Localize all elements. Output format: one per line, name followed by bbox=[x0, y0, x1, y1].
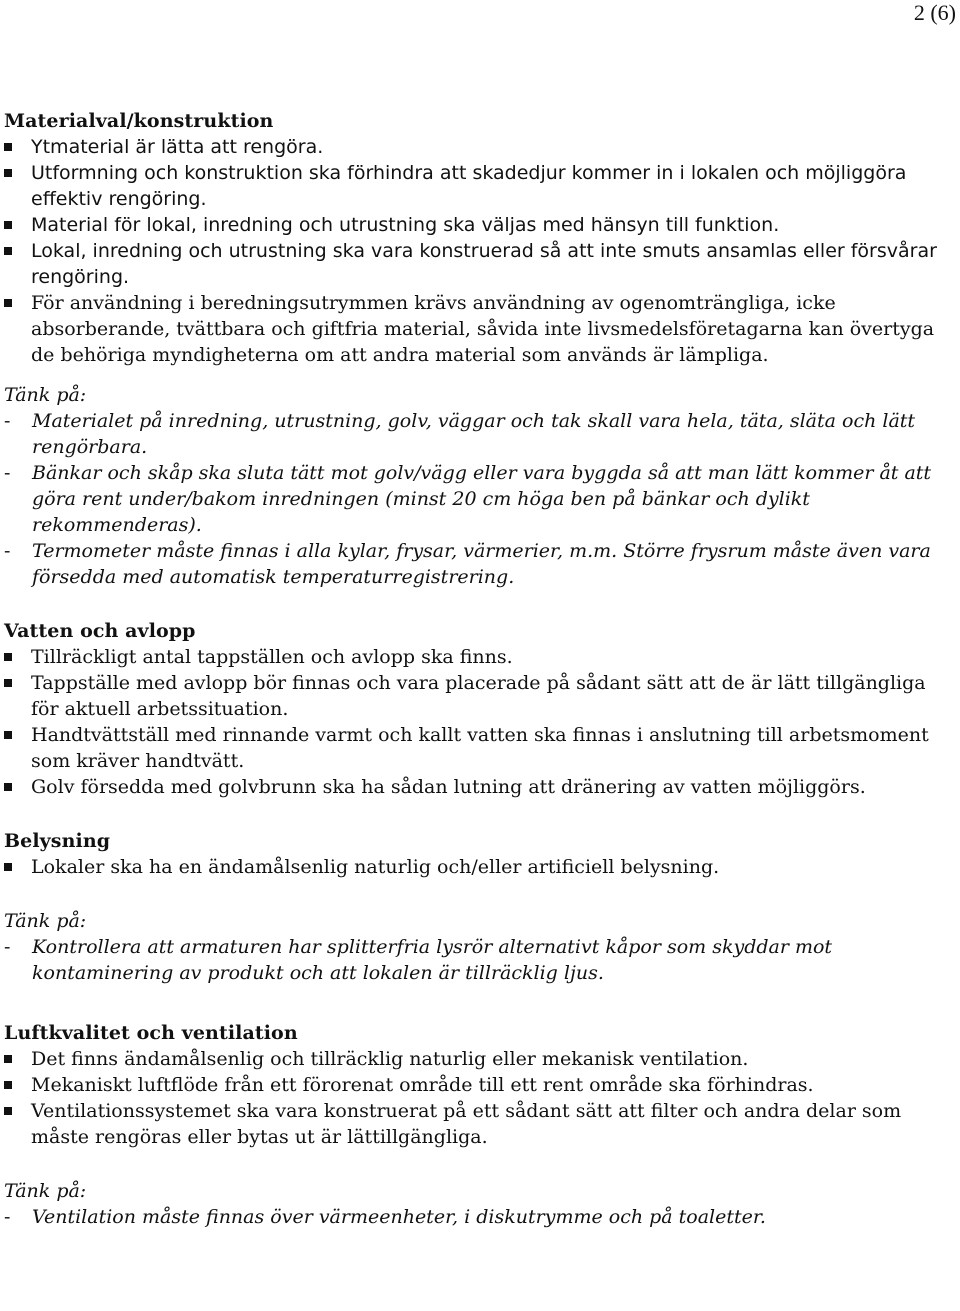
list-item: Lokal, inredning och utrustning ska vara konstruerad så att inte smuts ansamlas eller försvårar rengöring. bbox=[4, 238, 954, 290]
list-item: - Bänkar och skåp ska sluta tätt mot golv/vägg eller vara byggda så att man lätt kommer åt att göra rent under/bakom inredningen (minst 20 cm höga ben på bänkar och dylikt rekommenderas). bbox=[4, 460, 954, 538]
list-item: Ytmaterial är lätta att rengöra. bbox=[4, 134, 954, 160]
page-number: 2 (6) bbox=[913, 0, 956, 25]
list-item: - Kontrollera att armaturen har splitterfria lysrör alternativt kåpor som skyddar mot kontaminering av produkt och att lokalen är tillräcklig ljus. bbox=[4, 934, 954, 986]
think-about-label: Tänk på: bbox=[4, 1180, 87, 1202]
vatten-bullet-list bbox=[4, 644, 954, 800]
document-body bbox=[4, 108, 954, 1230]
belysning-think-list bbox=[4, 934, 954, 986]
material-bullet-list bbox=[4, 134, 954, 368]
list-item: Handtvättställ med rinnande varmt och kallt vatten ska finnas i anslutning till arbetsmoment som kräver handtvätt. bbox=[4, 722, 954, 774]
belysning-bullet-list bbox=[4, 854, 954, 880]
luft-bullet-list bbox=[4, 1046, 954, 1150]
luft-think-list bbox=[4, 1204, 954, 1230]
list-item: Tillräckligt antal tappställen och avlopp ska finns. bbox=[4, 644, 954, 670]
list-item: Tappställe med avlopp bör finnas och vara placerade på sådant sätt att de är lätt tillgängliga för aktuell arbetssituation. bbox=[4, 670, 954, 722]
think-about-label: Tänk på: bbox=[4, 384, 87, 406]
list-item: - Termometer måste finnas i alla kylar, frysar, värmerier, m.m. Större frysrum måste även vara försedda med automatisk temperaturregistrering. bbox=[4, 538, 954, 590]
section-heading-belysning: Belysning bbox=[4, 830, 111, 852]
think-about-label: Tänk på: bbox=[4, 910, 87, 932]
list-item: För användning i beredningsutrymmen krävs användning av ogenomträngliga, icke absorberande, tvättbara och giftfria material, såvida inte livsmedelsföretagarna kan övertyga de behöriga myndigheterna om att andra material som används är lämpliga. bbox=[4, 290, 954, 368]
list-item: Lokaler ska ha en ändamålsenlig naturlig och/eller artificiell belysning. bbox=[4, 854, 954, 880]
list-item: - Materialet på inredning, utrustning, golv, väggar och tak skall vara hela, täta, släta och lätt rengörbara. bbox=[4, 408, 954, 460]
list-item: Mekaniskt luftflöde från ett förorenat område till ett rent område ska förhindras. bbox=[4, 1072, 954, 1098]
list-item: Golv försedda med golvbrunn ska ha sådan lutning att dränering av vatten möjliggörs. bbox=[4, 774, 954, 800]
list-item: Material för lokal, inredning och utrustning ska väljas med hänsyn till funktion. bbox=[4, 212, 954, 238]
section-heading-luft: Luftkvalitet och ventilation bbox=[4, 1022, 298, 1044]
section-heading-material: Materialval/konstruktion bbox=[4, 110, 274, 132]
list-item: Ventilationssystemet ska vara konstruerat på ett sådant sätt att filter och andra delar som måste rengöras eller bytas ut är lättillgängliga. bbox=[4, 1098, 954, 1150]
list-item: - Ventilation måste finnas över värmeenheter, i diskutrymme och på toaletter. bbox=[4, 1204, 954, 1230]
section-heading-vatten: Vatten och avlopp bbox=[4, 620, 196, 642]
list-item: Det finns ändamålsenlig och tillräcklig naturlig eller mekanisk ventilation. bbox=[4, 1046, 954, 1072]
list-item: Utformning och konstruktion ska förhindra att skadedjur kommer in i lokalen och möjliggöra effektiv rengöring. bbox=[4, 160, 954, 212]
material-think-list bbox=[4, 408, 954, 590]
